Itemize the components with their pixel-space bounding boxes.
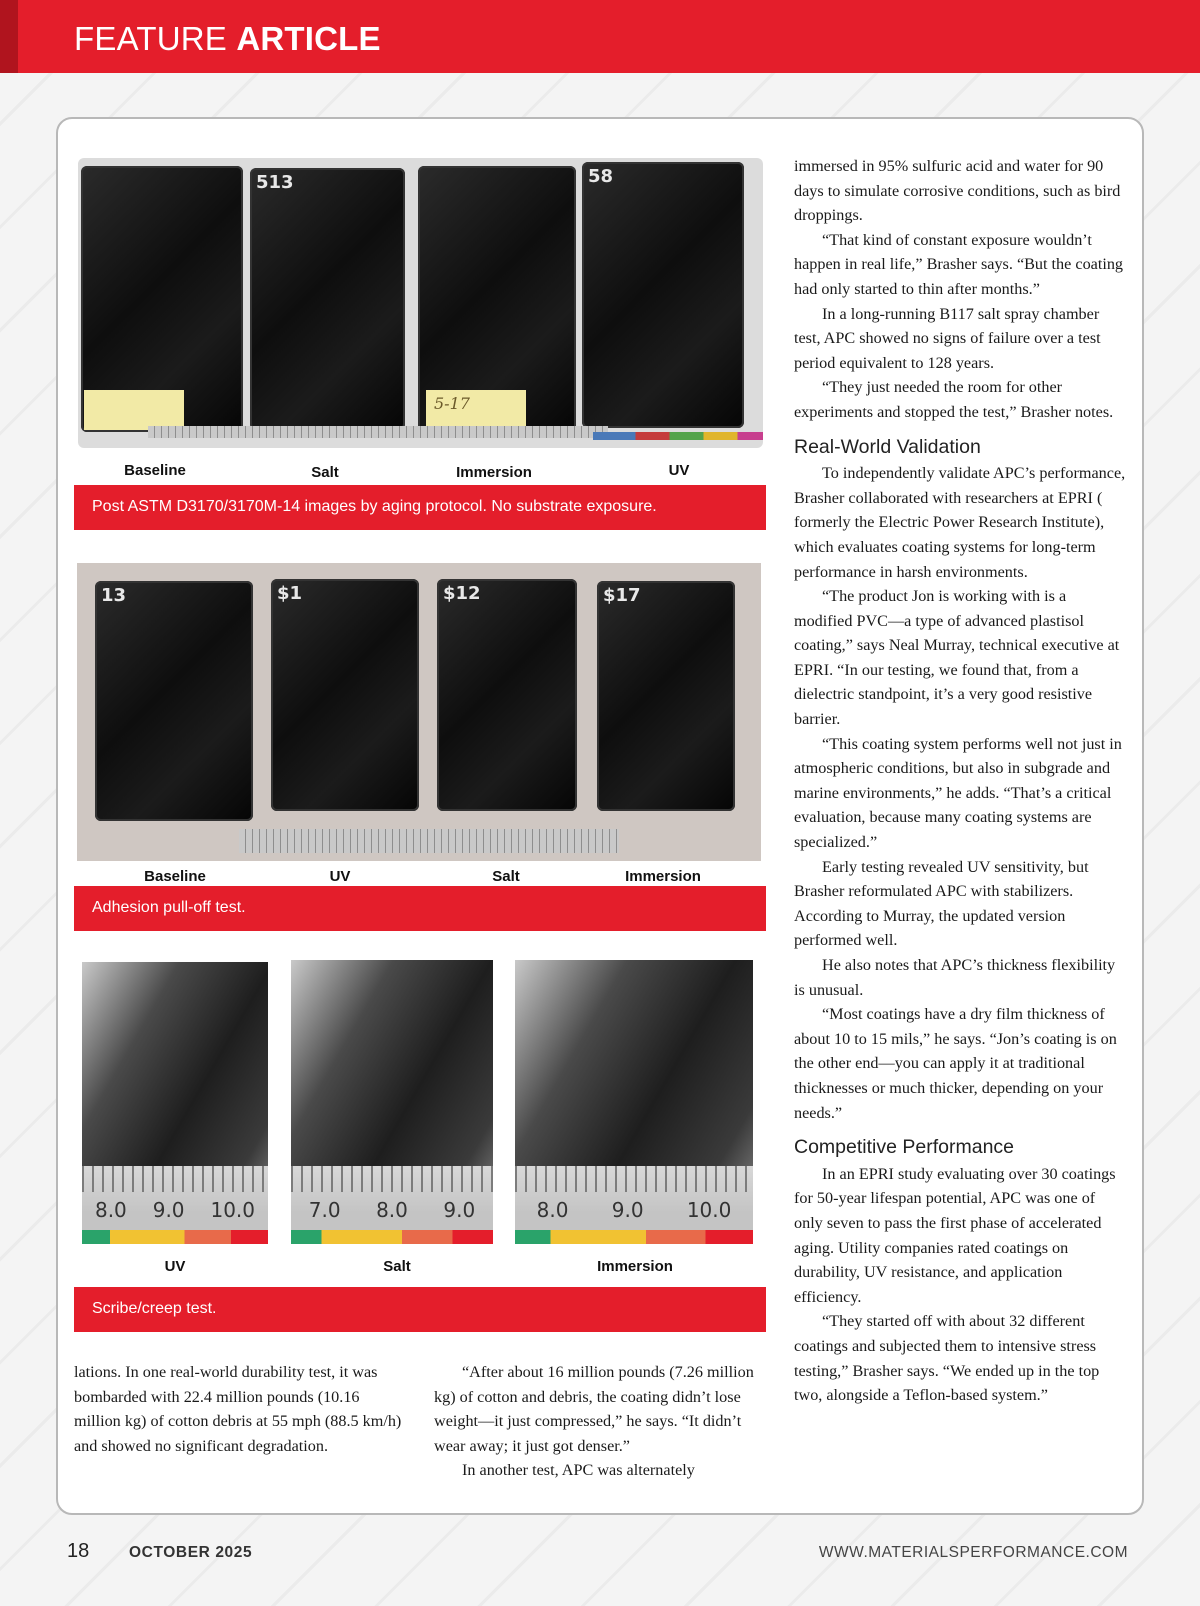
- paragraph: “They started off with about 32 different coatings and subjected them to intensive stress testing,” Brasher says. “We ended up in the top two, alongside a Teflon-based system.”: [794, 1312, 1100, 1405]
- header-edge: [0, 0, 18, 73]
- scale-number: 9.0: [443, 1198, 476, 1222]
- scribe-photo-uv: [82, 962, 268, 1244]
- sample-tag-baseline: [84, 390, 184, 430]
- figure3-caption: Scribe/creep test.: [74, 1287, 766, 1332]
- subhead-competitive-performance: Competitive Performance: [794, 1136, 1015, 1159]
- section-header: [0, 0, 1200, 73]
- scale-number: 8.0: [536, 1198, 569, 1222]
- scale-number: 10.0: [210, 1198, 255, 1222]
- sample-panel-uv: [582, 162, 744, 428]
- sample-code: 513: [256, 172, 294, 193]
- measurement-scale: [515, 1166, 753, 1244]
- paragraph: In another test, APC was alternately: [462, 1461, 695, 1480]
- color-band: [82, 1230, 268, 1244]
- scale-numbers: [291, 1198, 493, 1222]
- subhead-real-world-validation: Real-World Validation: [794, 435, 981, 458]
- paragraph: “That kind of constant exposure wouldn’t happen in real life,” Brasher says. “But the coating had only started to thin after months.”: [794, 230, 1124, 298]
- scale-ticks: [291, 1166, 493, 1192]
- paragraph: Early testing revealed UV sensitivity, but Brasher reformulated APC with stabilizers. According to Murray, the updated version performed well.: [794, 857, 1089, 950]
- ruler: [239, 829, 619, 853]
- sample-panel-salt: [437, 579, 577, 811]
- figure1-label: UV: [668, 462, 690, 479]
- section-title: [74, 22, 381, 55]
- figure2-label: Salt: [492, 868, 520, 885]
- scale-number: 9.0: [152, 1198, 185, 1222]
- color-band: [291, 1230, 493, 1244]
- sample-code: 58: [588, 166, 614, 187]
- sample-panel-immersion: [597, 581, 735, 811]
- sample-code: 13: [101, 585, 127, 606]
- sample-tag-text: 5-17: [434, 394, 470, 413]
- figure1-label: Salt: [311, 464, 339, 481]
- sample-panel-uv: [271, 579, 419, 811]
- measurement-scale: [82, 1166, 268, 1244]
- figure2-photo: [77, 563, 761, 861]
- figure2-label: Immersion: [625, 868, 701, 885]
- paragraph: In a long-running B117 salt spray chamber test, APC showed no signs of failure over a test period equivalent to 128 years.: [794, 304, 1101, 372]
- figure3-label: UV: [164, 1258, 186, 1275]
- scale-number: 10.0: [686, 1198, 732, 1222]
- article-column-middle: [434, 1360, 770, 1483]
- measurement-scale: [291, 1166, 493, 1244]
- figure1-photo: [78, 158, 763, 448]
- scale-numbers: [82, 1198, 268, 1222]
- scribe-photo-salt: [291, 960, 493, 1244]
- figure2-caption: Adhesion pull-off test.: [74, 886, 766, 931]
- page-number: 18: [67, 1540, 90, 1562]
- scale-ticks: [82, 1166, 268, 1192]
- website-link[interactable]: WWW.MATERIALSPERFORMANCE.COM: [818, 1544, 1128, 1561]
- color-band: [515, 1230, 753, 1244]
- scale-number: 8.0: [376, 1198, 408, 1222]
- paragraph: “They just needed the room for other experiments and stopped the test,” Brasher notes.: [794, 378, 1114, 421]
- sample-panel-baseline: [95, 581, 253, 821]
- sample-panel-salt: [250, 168, 405, 430]
- scale-number: 7.0: [308, 1198, 341, 1222]
- section-title-light: FEATURE: [74, 20, 227, 57]
- figure3-label: Salt: [383, 1258, 411, 1275]
- paragraph: “After about 16 million pounds (7.26 million kg) of cotton and debris, the coating didn’t lose weight—it just compressed,” he says. “It didn’t wear away; it just got denser.”: [434, 1363, 754, 1455]
- figure1-label: Immersion: [456, 464, 532, 481]
- scribe-photo-immersion: [515, 960, 753, 1244]
- scale-numbers: [515, 1198, 753, 1222]
- figure2-label: UV: [329, 868, 351, 885]
- figure1-label: Baseline: [124, 462, 186, 479]
- figure3-label: Immersion: [597, 1258, 673, 1275]
- color-patches: [593, 432, 763, 440]
- figure2-label: Baseline: [144, 868, 206, 885]
- paragraph: “The product Jon is working with is a modified PVC—a type of advanced plastisol coating,” says Neal Murray, technical executive at EPRI. “In our testing, we found that, from a dielectric standpoint, it’s a very good resistive barrier.: [794, 587, 1120, 729]
- paragraph: He also notes that APC’s thickness flexibility is unusual.: [794, 956, 1116, 999]
- sample-code: $12: [443, 583, 481, 604]
- paragraph: “Most coatings have a dry film thickness of about 10 to 15 mils,” he says. “Jon’s coating is on the other end—you can apply it at traditional thicknesses or much thicker, depending on your needs.”: [794, 1005, 1117, 1122]
- ruler: [148, 426, 608, 438]
- paragraph: In an EPRI study evaluating over 30 coatings for 50-year lifespan potential, APC was one of only seven to pass the first phase of accelerated aging. Utility companies rated coatings on durability, UV resistance, and application efficiency.: [794, 1164, 1116, 1306]
- article-column-left: [74, 1360, 404, 1458]
- sample-code: $17: [603, 585, 641, 606]
- sample-code: $1: [277, 583, 303, 604]
- scale-number: 9.0: [611, 1198, 644, 1222]
- scale-number: 8.0: [94, 1198, 127, 1222]
- sample-tag-immersion: [426, 390, 526, 426]
- paragraph: To independently validate APC’s performance, Brasher collaborated with researchers at EPRI ( formerly the Electric Power Research Institute), which evaluates coating systems for long-term performance in harsh environments.: [794, 464, 1126, 581]
- scale-ticks: [515, 1166, 753, 1192]
- issue-date: OCTOBER 2025: [129, 1544, 253, 1561]
- figure1-caption: Post ASTM D3170/3170M-14 images by aging protocol. No substrate exposure.: [74, 485, 766, 530]
- paragraph: “This coating system performs well not just in atmospheric conditions, but also in subgrade and marine environments,” he adds. “That’s a critical evaluation, because many coating systems are specialized.”: [794, 734, 1122, 852]
- paragraph: immersed in 95% sulfuric acid and water for 90 days to simulate corrosive conditions, such as bird droppings.: [794, 157, 1121, 225]
- paragraph: lations. In one real-world durability test, it was bombarded with 22.4 million pounds (10.16 million kg) of cotton debris at 55 mph (88.5 km/h) and showed no significant degradation.: [74, 1363, 402, 1455]
- section-title-bold: ARTICLE: [236, 20, 381, 57]
- article-column-right: [794, 154, 1128, 1408]
